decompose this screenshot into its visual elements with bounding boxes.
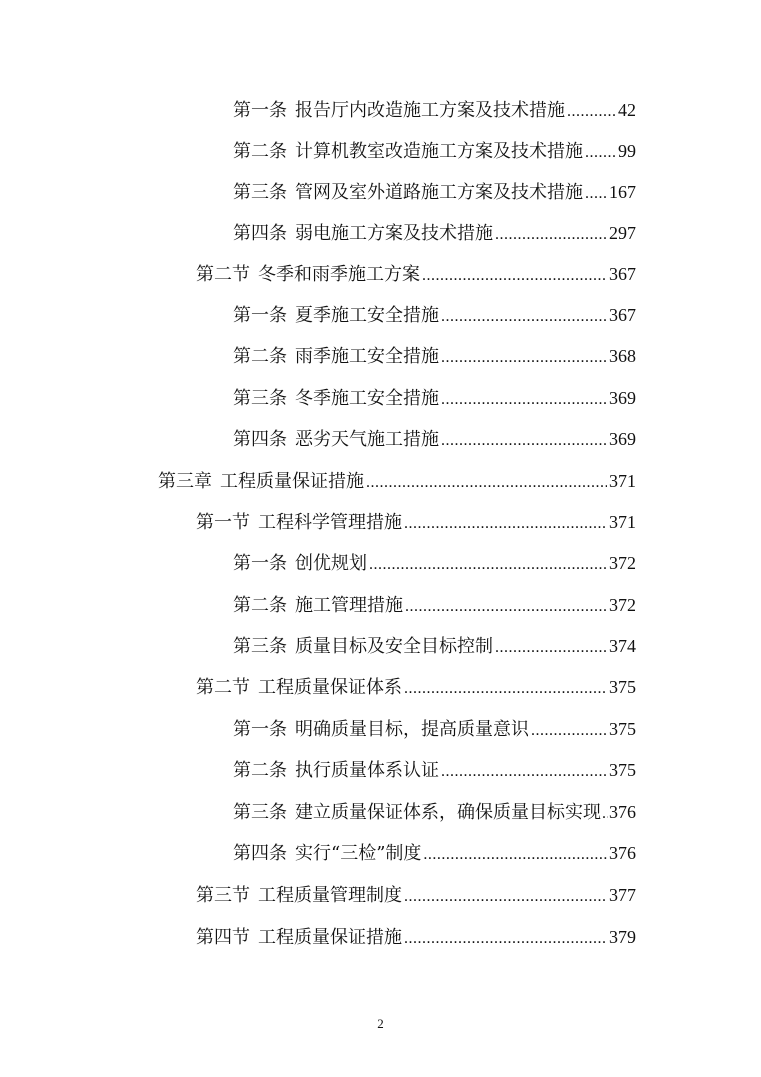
toc-entry-number: 第三条 — [233, 636, 287, 657]
dot-leader — [404, 509, 607, 539]
toc-entry-number: 第三条 — [233, 182, 287, 203]
dot-leader — [422, 261, 607, 291]
dot-leader — [531, 716, 607, 746]
toc-entry-title: 报告厅内改造施工方案及技术措施 — [295, 100, 565, 121]
toc-entry-number: 第一条 — [233, 305, 287, 326]
toc-entry-page: 374 — [609, 636, 636, 656]
toc-entry-section[interactable] — [196, 259, 636, 289]
toc-entry-number: 第二节 — [196, 264, 250, 285]
toc-entry[interactable] — [233, 95, 636, 125]
toc-entry-page: 377 — [609, 885, 636, 905]
dot-leader — [441, 385, 607, 415]
toc-entry-number: 第四条 — [233, 843, 287, 864]
toc-entry[interactable] — [233, 590, 636, 620]
toc-entry-title: 冬季和雨季施工方案 — [258, 264, 420, 285]
toc-entry-number: 第一条 — [233, 719, 287, 740]
toc-entry-title: 创优规划 — [295, 553, 367, 574]
dot-leader — [585, 138, 616, 168]
toc-entry-title: 施工管理措施 — [295, 595, 403, 616]
dot-leader — [405, 592, 607, 622]
toc-entry-page: 167 — [609, 182, 636, 202]
toc-entry-number: 第一条 — [233, 100, 287, 121]
toc-entry[interactable] — [233, 300, 636, 330]
toc-entry[interactable] — [233, 136, 636, 166]
toc-entry[interactable] — [233, 177, 636, 207]
dot-leader — [369, 550, 607, 580]
toc-entry[interactable] — [233, 548, 636, 578]
toc-entry[interactable] — [233, 755, 636, 785]
toc-entry-number: 第二条 — [233, 346, 287, 367]
toc-entry-title: 恶劣天气施工措施 — [295, 429, 439, 450]
toc-entry-page: 42 — [618, 100, 636, 120]
toc-entry-page: 99 — [618, 141, 636, 161]
dot-leader — [404, 674, 607, 704]
toc-entry-page: 368 — [609, 346, 636, 366]
toc-entry-title: 工程质量保证体系 — [258, 677, 402, 698]
toc-entry-page: 375 — [609, 719, 636, 739]
toc-entry-number: 第二条 — [233, 141, 287, 162]
toc-entry-title: 质量目标及安全目标控制 — [295, 636, 493, 657]
toc-entry-title: 雨季施工安全措施 — [295, 346, 439, 367]
toc-entry-section[interactable] — [196, 922, 636, 952]
toc-entry-page: 369 — [609, 388, 636, 408]
toc-entry[interactable] — [233, 838, 636, 868]
toc-entry-page: 372 — [609, 595, 636, 615]
toc-entry[interactable] — [233, 218, 636, 248]
toc-entry-number: 第三章 — [158, 471, 212, 492]
dot-leader — [441, 343, 607, 373]
toc-entry-page: 376 — [609, 843, 636, 863]
dot-leader — [495, 633, 607, 663]
toc-entry-title: 管网及室外道路施工方案及技术措施 — [295, 182, 583, 203]
dot-leader — [404, 924, 607, 954]
toc-entry-page: 369 — [609, 429, 636, 449]
toc-entry-number: 第一条 — [233, 553, 287, 574]
toc-entry[interactable] — [233, 383, 636, 413]
toc-entry[interactable] — [233, 424, 636, 454]
dot-leader — [567, 97, 616, 127]
toc-entry-section[interactable] — [196, 672, 636, 702]
toc-entry-title: 夏季施工安全措施 — [295, 305, 439, 326]
toc-entry-number: 第二节 — [196, 677, 250, 698]
toc-entry-section[interactable] — [196, 880, 636, 910]
toc-entry-section[interactable] — [196, 507, 636, 537]
toc-entry-page: 379 — [609, 927, 636, 947]
dot-leader — [423, 840, 607, 870]
toc-entry-number: 第二条 — [233, 595, 287, 616]
toc-entry-number: 第三条 — [233, 388, 287, 409]
toc-entry-number: 第三条 — [233, 802, 287, 823]
dot-leader — [366, 468, 607, 498]
dot-leader — [495, 220, 607, 250]
toc-entry[interactable] — [233, 714, 636, 744]
toc-entry[interactable] — [233, 341, 636, 371]
toc-entry-page: 371 — [609, 512, 636, 532]
toc-entry-number: 第二条 — [233, 760, 287, 781]
toc-entry-page: 375 — [609, 677, 636, 697]
toc-entry-page: 367 — [609, 264, 636, 284]
toc-entry-title: 工程质量管理制度 — [258, 885, 402, 906]
toc-entry-title: 计算机教室改造施工方案及技术措施 — [295, 141, 583, 162]
toc-entry-number: 第一节 — [196, 512, 250, 533]
toc-entry-page: 372 — [609, 553, 636, 573]
toc-entry[interactable] — [233, 797, 636, 827]
toc-entry-title: 工程质量保证措施 — [258, 927, 402, 948]
toc-entry[interactable] — [233, 631, 636, 661]
toc-entry-chapter[interactable] — [158, 466, 636, 496]
dot-leader — [441, 302, 607, 332]
toc-entry-title: 弱电施工方案及技术措施 — [295, 223, 493, 244]
dot-leader — [404, 882, 607, 912]
toc-entry-title: 建立质量保证体系，确保质量目标实现 — [295, 802, 601, 823]
dot-leader — [441, 426, 607, 456]
toc-entry-number: 第四条 — [233, 223, 287, 244]
toc-entry-title: 明确质量目标，提高质量意识 — [295, 719, 529, 740]
toc-entry-page: 375 — [609, 760, 636, 780]
toc-entry-title: 工程质量保证措施 — [220, 471, 364, 492]
toc-entry-number: 第四条 — [233, 429, 287, 450]
toc-entry-title: 工程科学管理措施 — [258, 512, 402, 533]
toc-entry-title: 冬季施工安全措施 — [295, 388, 439, 409]
dot-leader — [585, 179, 607, 209]
toc-entry-number: 第三节 — [196, 885, 250, 906]
toc-entry-page: 367 — [609, 305, 636, 325]
dot-leader — [441, 757, 607, 787]
toc-entry-number: 第四节 — [196, 927, 250, 948]
toc-entry-page: 297 — [609, 223, 636, 243]
dot-leader — [602, 799, 608, 829]
page-number: 2 — [377, 1016, 384, 1031]
toc-entry-page: 376 — [609, 802, 636, 822]
toc-entry-title: 实行“三检”制度 — [295, 843, 422, 864]
toc-entry-title: 执行质量体系认证 — [295, 760, 439, 781]
toc-entry-page: 371 — [609, 471, 636, 491]
